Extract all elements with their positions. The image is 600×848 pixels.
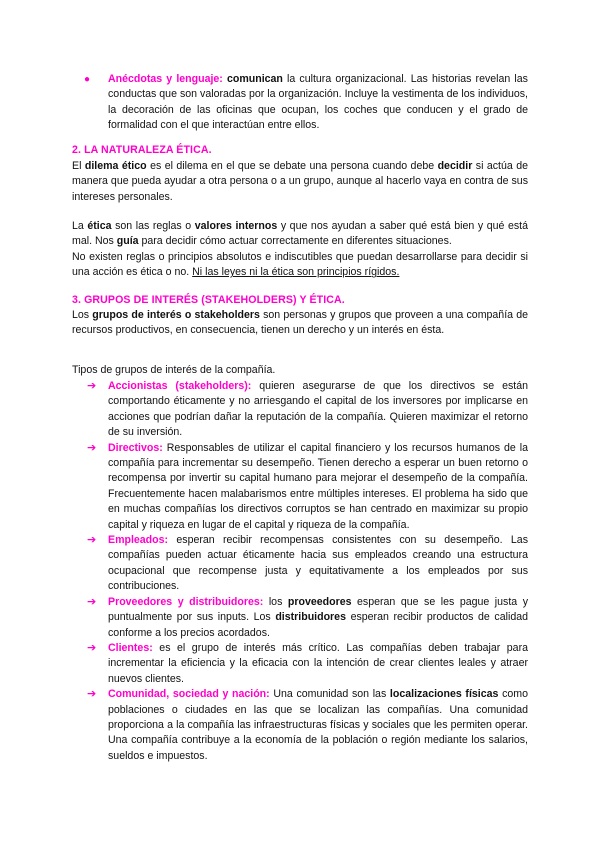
list-item-accionistas: [87, 379, 528, 441]
bullet-text: la cultura organizacional. Las historias revelan las conductas que son valoradas por la organización. Incluye la vestimenta de los individuos, la decoración de las oficinas que ocupan, los coches que conducen y el grado de formalidad con el que interactúan entre ellos.: [108, 73, 528, 132]
list-item-comunidad: [87, 687, 528, 764]
list-item-text: Una comunidad son las: [273, 688, 387, 701]
text-run: son las reglas o: [115, 220, 192, 232]
text-run: La: [72, 220, 84, 232]
list-item-text: los: [268, 595, 283, 608]
list-item-term: Clientes:: [108, 641, 153, 654]
bold-term: guía: [116, 235, 139, 248]
bold-term: dilema ético: [84, 160, 147, 172]
bullet-item-anecdotas: [84, 72, 528, 134]
bullet-dot-icon: ●: [84, 74, 91, 85]
text-run: No existen reglas o principios absolutos e indiscutibles que puedan desarrollarse para decidir si una acción es ética o no.: [72, 250, 528, 279]
bullet-verb: comunican: [226, 73, 283, 85]
list-item-directivos: [87, 441, 529, 533]
list-item-proveedores: [87, 595, 528, 641]
text-run: El: [72, 160, 82, 172]
list-item-term: Proveedores y distribuidores:: [108, 595, 264, 608]
list-item-text: como poblaciones o ciudades en las que se localizan las compañías. Una comunidad proporciona a la compañía las infraestructuras físicas y sociales que les permiten operar. Una compañía contribuye a la economía de la población o región mediante los salarios, sueldos e impuestos.: [108, 688, 528, 762]
arrow-right-icon: ➔: [87, 641, 97, 654]
text-run: y que nos ayudan a saber qué está bien y qué está mal. Nos: [72, 220, 528, 248]
arrow-right-icon: ➔: [87, 688, 97, 701]
list-item-text: Responsables de utilizar el capital financiero y los recursos humanos de la compañía para incrementar su desempeño. Tienen derecho a esperar un buen retorno o recompensa por invertir su capital humano para mejorar el desempeño de la compañía. Frecuentemente hacen malabarismos entre múltiples intereses. El problema ha sido que en muchas compañías los directivos corruptos se han centrado en maximizar su propio capital y riqueza en lugar de el capital y riqueza de la compañía.: [108, 441, 529, 531]
underlined-statement: Ni las leyes ni la ética son principios rígidos.: [192, 266, 400, 279]
list-item-term: Directivos:: [108, 441, 163, 454]
bold-term: localizaciones físicas: [389, 688, 499, 701]
arrow-right-icon: ➔: [87, 380, 97, 392]
dilema-paragraph: [72, 159, 528, 205]
text-run: Los: [72, 309, 90, 321]
section-2-heading: 2. LA NATURALEZA ÉTICA.: [72, 144, 212, 156]
arrow-right-icon: ➔: [87, 595, 97, 608]
arrow-right-icon: ➔: [87, 441, 97, 454]
bullet-term: Anécdotas y lenguaje:: [108, 73, 223, 85]
text-run: es el dilema en el que se debate una persona cuando debe: [150, 160, 435, 172]
text-run: son personas y grupos que proveen a una compañía de recursos productivos, en consecuencia, tienen un derecho y un interés en ésta.: [72, 309, 529, 337]
bold-term: decidir: [437, 160, 473, 172]
list-item-text: esperan que se les pague justa y puntualmente por sus inputs. Los: [108, 595, 528, 624]
stakeholders-intro: Tipos de grupos de interés de la compañía.: [72, 364, 276, 376]
bold-term: valores internos: [194, 220, 278, 232]
list-item-empleados: [87, 533, 528, 595]
list-item-clientes: [87, 641, 528, 687]
bold-term: ética: [87, 220, 112, 232]
stakeholders-paragraph: [72, 308, 528, 339]
list-item-text: esperan recibir productos de calidad conforme a los precios acordados.: [108, 611, 528, 639]
list-item-term: Accionistas (stakeholders):: [108, 380, 252, 392]
bold-term: proveedores: [287, 595, 352, 608]
list-item-term: Empleados:: [108, 534, 169, 547]
list-item-text: esperan recibir recompensas consistentes con su desempeño. Las compañías pueden actuar éticamente hacia sus empleados creando una estructura ocupacional que recompense justa y equitativamente a los empleados por sus contribuciones.: [108, 534, 528, 593]
bold-term: grupos de interés o stakeholders: [92, 309, 260, 321]
etica-paragraph: [72, 219, 528, 281]
list-item-text: quieren asegurarse de que los directivos se están comportando éticamente y no arriesgando el capital de los inversores por implicarse en acciones que podrían dañar la reputación de la compañía. Quieren maximizar el retorno de su inversión.: [108, 380, 528, 439]
list-item-text: es el grupo de interés más crítico. Las compañías deben trabajar para incrementar la eficiencia y la eficacia con la intención de crear clientes leales y atraer nuevos clientes.: [108, 641, 528, 685]
arrow-right-icon: ➔: [87, 534, 97, 547]
stakeholder-list: [87, 379, 529, 764]
text-run: para decidir cómo actuar correctamente en diferentes situaciones.: [141, 235, 452, 248]
bold-term: distribuidores: [275, 611, 346, 624]
list-item-term: Comunidad, sociedad y nación:: [108, 688, 270, 701]
text-run: si actúa de manera que pueda ayudar a otra persona o a un grupo, aunque al hacerlo vaya en contra de sus intereses personales.: [72, 160, 529, 203]
section-3-heading: 3. GRUPOS DE INTERÉS (STAKEHOLDERS) Y ÉTICA.: [72, 294, 345, 306]
